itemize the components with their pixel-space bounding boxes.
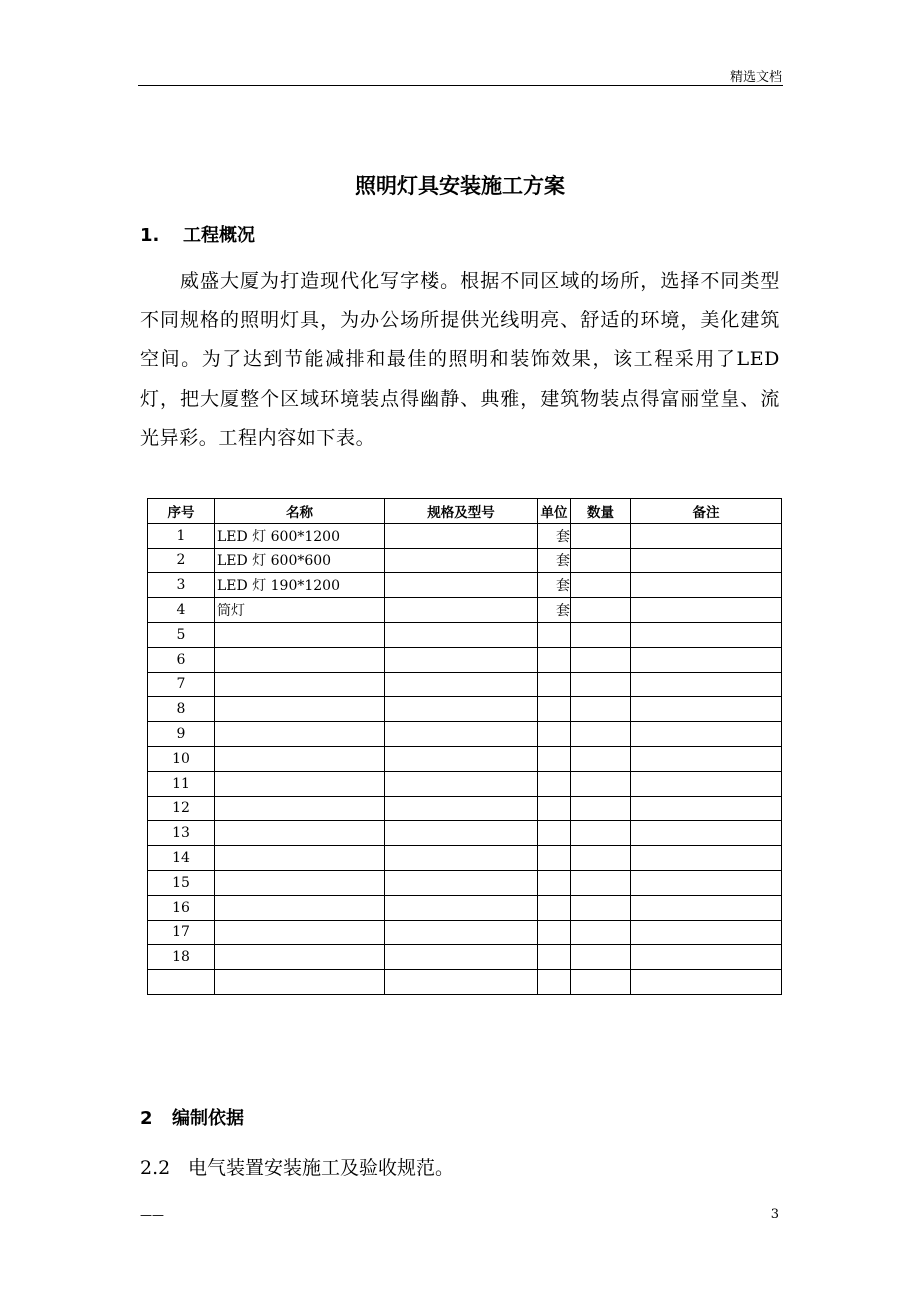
section-2-item-text: 电气装置安装施工及验收规范。 <box>188 1157 455 1179</box>
cell-name: LED 灯 600*1200 <box>215 523 385 548</box>
cell-quantity <box>571 796 631 821</box>
cell-remarks <box>631 722 782 747</box>
cell-remarks <box>631 647 782 672</box>
cell-remarks <box>631 870 782 895</box>
cell-unit <box>538 945 571 970</box>
cell-name <box>215 945 385 970</box>
table-row <box>148 548 782 573</box>
cell-spec <box>385 672 538 697</box>
table-row <box>148 647 782 672</box>
col-header-unit: 单位 <box>538 499 571 524</box>
cell-name <box>215 846 385 871</box>
table-row <box>148 573 782 598</box>
section-2-number: 2 <box>140 1108 153 1129</box>
cell-name: LED 灯 190*1200 <box>215 573 385 598</box>
col-header-quantity: 数量 <box>571 499 631 524</box>
lighting-items-table <box>147 498 782 995</box>
cell-quantity <box>571 722 631 747</box>
cell-name <box>215 746 385 771</box>
cell-quantity <box>571 870 631 895</box>
cell-quantity <box>571 598 631 623</box>
cell-unit <box>538 746 571 771</box>
cell-index: 4 <box>148 598 215 623</box>
cell-quantity <box>571 672 631 697</box>
cell-unit: 套 <box>538 598 571 623</box>
cell-remarks <box>631 622 782 647</box>
col-header-index: 序号 <box>148 499 215 524</box>
table-row <box>148 920 782 945</box>
footer-dash: —— <box>140 1208 164 1222</box>
cell-name: LED 灯 600*600 <box>215 548 385 573</box>
cell-spec <box>385 548 538 573</box>
cell-unit <box>538 647 571 672</box>
cell-remarks <box>631 746 782 771</box>
header-rule <box>138 85 783 86</box>
cell-spec <box>385 846 538 871</box>
cell-name <box>215 771 385 796</box>
cell-index: 10 <box>148 746 215 771</box>
cell-remarks <box>631 796 782 821</box>
cell-spec <box>385 771 538 796</box>
cell-index: 7 <box>148 672 215 697</box>
cell-spec <box>385 746 538 771</box>
cell-index: 18 <box>148 945 215 970</box>
section-1-heading <box>140 221 255 247</box>
cell-name <box>215 870 385 895</box>
section-1-title: 工程概况 <box>183 225 255 246</box>
section-1-paragraph: 威盛大厦为打造现代化写字楼。根据不同区域的场所，选择不同类型不同规格的照明灯具，为办公场所提供光线明亮、舒适的环境，美化建筑空间。为了达到节能减排和最佳的照明和装饰效果，该工程采用了LED灯，把大厦整个区域环境装点得幽静、典雅，建筑物装点得富丽堂皇、流光异彩。工程内容如下表。 <box>140 270 780 449</box>
section-2-title: 编制依据 <box>172 1108 244 1129</box>
table-row <box>148 771 782 796</box>
cell-unit: 套 <box>538 573 571 598</box>
cell-spec <box>385 647 538 672</box>
page-number: 3 <box>770 1207 779 1222</box>
table-row <box>148 796 782 821</box>
header-label: 精选文档 <box>729 70 782 85</box>
table-row <box>148 746 782 771</box>
cell-spec <box>385 622 538 647</box>
cell-index: 3 <box>148 573 215 598</box>
cell-spec <box>385 970 538 995</box>
cell-unit <box>538 722 571 747</box>
cell-name: 筒灯 <box>215 598 385 623</box>
cell-index: 5 <box>148 622 215 647</box>
cell-spec <box>385 523 538 548</box>
cell-quantity <box>571 573 631 598</box>
cell-unit <box>538 895 571 920</box>
col-header-spec: 规格及型号 <box>385 499 538 524</box>
cell-index: 17 <box>148 920 215 945</box>
cell-index: 13 <box>148 821 215 846</box>
cell-name <box>215 970 385 995</box>
table-header-row <box>148 499 782 524</box>
cell-remarks <box>631 672 782 697</box>
cell-spec <box>385 821 538 846</box>
cell-remarks <box>631 697 782 722</box>
cell-quantity <box>571 920 631 945</box>
table-row <box>148 697 782 722</box>
cell-quantity <box>571 771 631 796</box>
cell-remarks <box>631 598 782 623</box>
cell-remarks <box>631 573 782 598</box>
cell-spec <box>385 870 538 895</box>
cell-index: 16 <box>148 895 215 920</box>
cell-name <box>215 895 385 920</box>
cell-remarks <box>631 771 782 796</box>
cell-unit <box>538 821 571 846</box>
cell-remarks <box>631 920 782 945</box>
table-row <box>148 722 782 747</box>
cell-name <box>215 697 385 722</box>
cell-spec <box>385 920 538 945</box>
cell-name <box>215 722 385 747</box>
cell-quantity <box>571 895 631 920</box>
table-row <box>148 970 782 995</box>
cell-index: 11 <box>148 771 215 796</box>
cell-unit <box>538 970 571 995</box>
cell-quantity <box>571 970 631 995</box>
cell-index: 9 <box>148 722 215 747</box>
cell-unit <box>538 622 571 647</box>
table-row <box>148 821 782 846</box>
table-row <box>148 672 782 697</box>
cell-unit <box>538 672 571 697</box>
cell-quantity <box>571 746 631 771</box>
col-header-remarks: 备注 <box>631 499 782 524</box>
cell-name <box>215 821 385 846</box>
cell-spec <box>385 697 538 722</box>
cell-quantity <box>571 821 631 846</box>
cell-index: 8 <box>148 697 215 722</box>
cell-unit: 套 <box>538 548 571 573</box>
cell-remarks <box>631 970 782 995</box>
document-title: 照明灯具安装施工方案 <box>355 174 565 198</box>
cell-remarks <box>631 895 782 920</box>
table-row <box>148 870 782 895</box>
table-row <box>148 622 782 647</box>
section-2-item-number: 2.2 <box>140 1157 171 1179</box>
cell-unit <box>538 796 571 821</box>
cell-index: 1 <box>148 523 215 548</box>
cell-unit <box>538 920 571 945</box>
cell-remarks <box>631 821 782 846</box>
cell-index: 15 <box>148 870 215 895</box>
cell-spec <box>385 722 538 747</box>
table-row <box>148 598 782 623</box>
cell-unit: 套 <box>538 523 571 548</box>
cell-remarks <box>631 846 782 871</box>
table-row <box>148 895 782 920</box>
cell-quantity <box>571 846 631 871</box>
cell-unit <box>538 870 571 895</box>
cell-quantity <box>571 622 631 647</box>
table-row <box>148 523 782 548</box>
cell-quantity <box>571 523 631 548</box>
cell-name <box>215 647 385 672</box>
cell-index: 2 <box>148 548 215 573</box>
cell-spec <box>385 945 538 970</box>
cell-name <box>215 920 385 945</box>
cell-index: 6 <box>148 647 215 672</box>
cell-unit <box>538 697 571 722</box>
section-2-item <box>140 1153 454 1180</box>
table-row <box>148 846 782 871</box>
cell-spec <box>385 796 538 821</box>
cell-spec <box>385 598 538 623</box>
table-body <box>148 523 782 994</box>
cell-index: 12 <box>148 796 215 821</box>
table-row <box>148 945 782 970</box>
cell-remarks <box>631 523 782 548</box>
cell-quantity <box>571 548 631 573</box>
cell-quantity <box>571 697 631 722</box>
cell-index: 14 <box>148 846 215 871</box>
cell-remarks <box>631 548 782 573</box>
cell-spec <box>385 895 538 920</box>
cell-spec <box>385 573 538 598</box>
section-1-number: 1. <box>140 225 160 246</box>
cell-quantity <box>571 945 631 970</box>
cell-name <box>215 796 385 821</box>
cell-name <box>215 622 385 647</box>
section-2-heading <box>140 1104 244 1130</box>
cell-remarks <box>631 945 782 970</box>
cell-quantity <box>571 647 631 672</box>
col-header-name: 名称 <box>215 499 385 524</box>
cell-name <box>215 672 385 697</box>
cell-unit <box>538 846 571 871</box>
cell-index <box>148 970 215 995</box>
cell-unit <box>538 771 571 796</box>
